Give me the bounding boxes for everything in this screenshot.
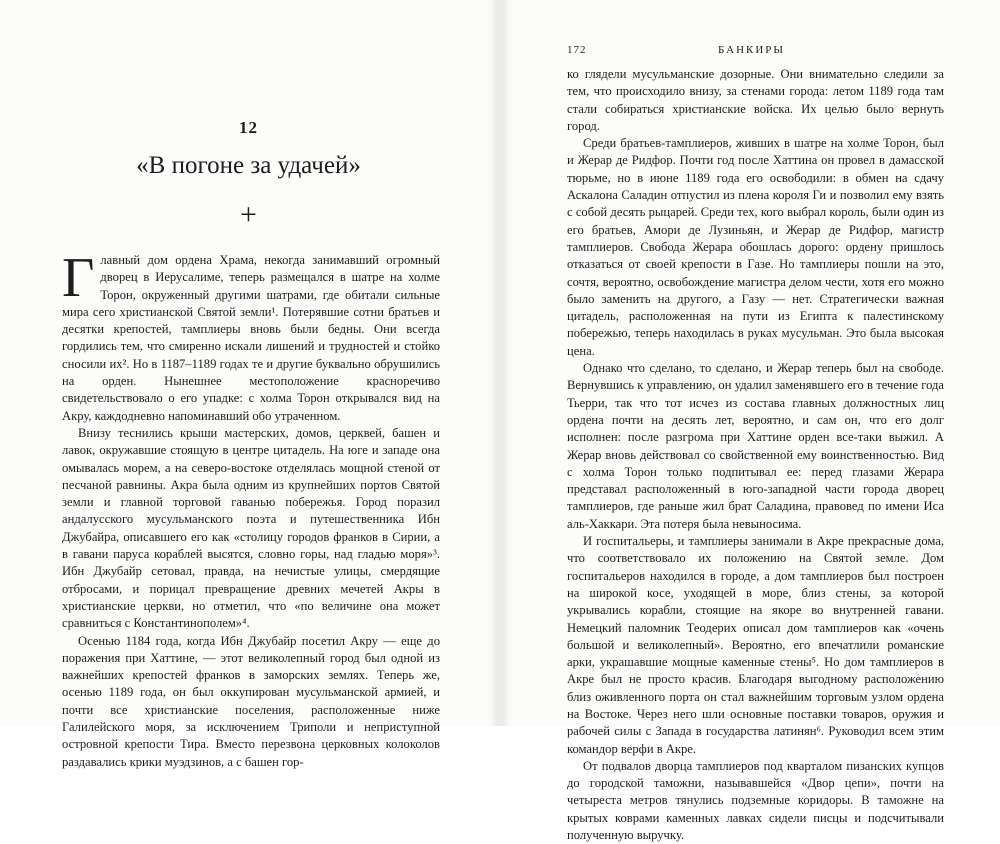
page-number: 172 (567, 44, 587, 56)
right-page (503, 0, 1000, 843)
left-body-text (62, 247, 440, 771)
paragraph-text: лавный дом ордена Храма, некогда занимавший огромный дворец в Иерусалиме, теперь размещался в шатре на холме Торон, окруженный другими шатрами, где обитали сильные мира сего христианской Святой земли¹. Потерявшие сотни братьев и десятки крепостей, тамплиеры вновь были бедны. Они всегда гордились тем, что смиренно искали лишений и трудностей и стойко сносили их². Но в 1187–1189 годах те и другие буквально обрушились на орден. Нынешнее местоположение красноречиво свидетельствовало о его упадке: с холма Торон открывался вид на Акру, каждодневно напоминавший обо утраченном. (62, 253, 440, 423)
left-page (0, 0, 497, 769)
paragraph: Однако что сделано, то сделано, и Жерар теперь был на свободе. Вернувшись к управлению, он удалил заменявшего его в течение года Тьерри, так что тот исчез из состава главных должностных лиц ордена почти на десять лет, вероятно, и сам он, что его долг исполнен: после разгрома при Хаттине орден все-таки выжил. А Жерар вновь действовал со свойственной ему воинственностью. Вид с холма Торон только подпитывал ее: перед глазами Жерара представал расположенный в юго-западной части города дворец тамплиеров, где раньше жил брат Саладина, правовед по имени Иса аль-Хаккари. Эта потеря была невыносима. (567, 361, 944, 531)
paragraph: Внизу теснились крыши мастерских, домов, церквей, башен и лавок, окружавшие стоящую в центре цитадель. На юге и западе она омывалась морем, а на северо-востоке отделялась мощной стеной от песчаной равнины. Акра была одним из крупнейших портов Святой земли и главной торговой гаванью побережья. Город поразил андалусского мусульманского поэта и путешественника Ибн Джубайра, описавшего его как «столицу городов франков в Сирии, а в гавани паруса кораблей высятся, словно горы, над гладью моря»³. Ибн Джубайр сетовал, правда, на нечистые улицы, смердящие отбросами, и порицал превращение древних мечетей Акры в христианские церкви, но отметил, что «по величине она может сравниться с Константинополем»⁴. (62, 425, 440, 631)
running-head: БАНКИРЫ (717, 44, 786, 56)
right-body-text (567, 66, 944, 844)
paragraph: Осенью 1184 года, когда Ибн Джубайр посетил Акру — еще до поражения при Хаттине, — этот великолепный город был одной из важнейших крепостей франков в заморских землях. Теперь же, осенью 1189 года, он был оккупирован мусульманской армией, и почти все христианские поселения, расположенные ниже Галилейского моря, за исключением Триполи и неприступной островной крепости Тира. Вместо перезвона церковных колоколов раздавались крики муэдзинов, а с башен гор- (62, 633, 440, 769)
paragraph (62, 247, 440, 425)
paragraph: Среди братьев-тамплиеров, живших в шатре на холме Торон, был и Жерар де Ридфор. Почти год после Хаттина он провел в дамасской тюрьме, но в июне 1189 года его освободили: в обмен на сдачу Аскалона Саладин отпустил из плена короля Ги и позволил ему взять с собой десять рыцарей. Среди тех, кого выбрал король, были один из его братьев, Амори де Лузиньян, и Жерар де Ридфор, магистр тамплиеров. Свобода Жерара обошлась дорого: ордену пришлось отказаться от своей крепости в Газе. Но тамплиеры пошли на это, сочтя, вероятно, освобождение магистра делом чести, хотя его можно было заменить на другого, а Газу — нет. Стратегически важная цитадель, расположенная на пути из Египта к палестинскому побережью, теперь находилась в руках мусульман. Это была высокая цена. (567, 136, 944, 358)
cross-ornament-icon: + (240, 198, 257, 231)
paragraph: От подвалов дворца тамплиеров под кварталом пизанских купцов до городской таможни, называвшейся «Двор цепи», почти на четыреста метров тянулись подземные коридоры. В таможне на крытых коврами каменных лавках сидели писцы и подсчитывали полученную выручку. (567, 758, 944, 843)
drop-cap: Г (62, 247, 95, 309)
chapter-number: 12 (239, 118, 258, 137)
chapter-title: «В погоне за удачей» (136, 152, 361, 179)
paragraph: И госпитальеры, и тамплиеры занимали в Акре прекрасные дома, что соответствовало их положению на Святой земле. Дом госпитальеров находился в городе, а дом тамплиеров был построен на широкой косе, уходящей в море, близ стены, за которой укрывались корабли, стоящие на якоре во внутренней гавани. Немецкий паломник Теодерих описал дом тамплиеров как «очень большой и великолепный». Вероятно, его впечатлили романские арки, украшавшие мощные каменные стены⁵. Но дом тамплиеров в Акре был не просто красив. Благодаря выгодному расположению близ оживленного порта он стал важнейшим торговым узлом ордена на Востоке. Через него шли основные поставки товаров, оружия и рабочей силы с Запада в государства латинян⁶. Руководил всем этим командор верфи в Акре. (567, 534, 944, 756)
paragraph: ко глядели мусульманские дозорные. Они внимательно следили за тем, что происходило внизу, за стенами города: летом 1189 года там стали собираться христианские войска. Их целью было вернуть город. (567, 67, 944, 133)
